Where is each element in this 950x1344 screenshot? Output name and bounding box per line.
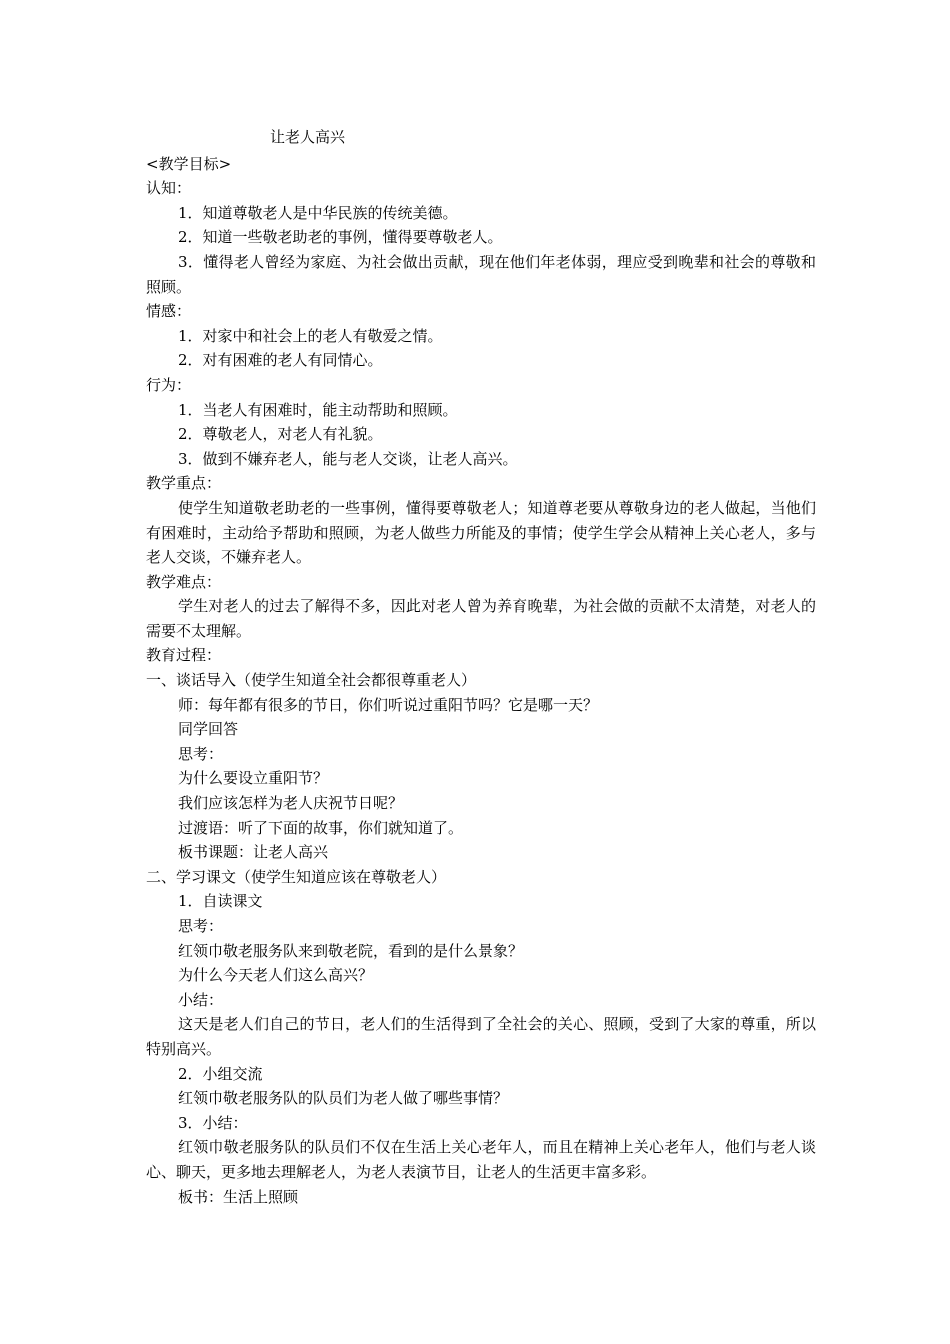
paragraph: 这天是老人们自己的节日，老人们的生活得到了全社会的关心、照顾，受到了大家的尊重，所以特别高兴。 (146, 1015, 816, 1058)
indented-line: 过渡语：听了下面的故事，你们就知道了。 (178, 818, 464, 837)
indented-line: 2．尊敬老人，对老人有礼貌。 (178, 425, 383, 444)
indented-line: 我们应该怎样为老人庆祝节日呢？ (178, 794, 404, 813)
heading-line: <教学目标> (146, 154, 232, 173)
document-content (146, 152, 816, 1210)
indented-line: 1．当老人有困难时，能主动帮助和照顾。 (178, 400, 458, 419)
indented-line: 板书课题：让老人高兴 (178, 843, 329, 862)
document-body (146, 125, 816, 1209)
indented-line: 师：每年都有很多的节日，你们听说过重阳节吗？它是哪一天？ (178, 695, 599, 714)
indented-line: 同学回答 (178, 720, 239, 739)
heading-line: 行为： (146, 375, 192, 394)
indented-line: 1．自读课文 (178, 892, 263, 911)
heading-line: 教育过程： (146, 646, 222, 665)
indented-line: 2．小组交流 (178, 1064, 263, 1083)
indented-line: 3．做到不嫌弃老人，能与老人交谈，让老人高兴。 (178, 449, 518, 468)
indented-line: 1．对家中和社会上的老人有敬爱之情。 (178, 326, 443, 345)
indented-line: 思考： (178, 744, 224, 763)
heading-line: 情感： (146, 302, 192, 321)
heading-line: 教学重点： (146, 474, 222, 493)
indented-line: 2．知道一些敬老助老的事例，懂得要尊敬老人。 (178, 228, 503, 247)
indented-line: 小结： (178, 990, 224, 1009)
indented-line: 为什么要设立重阳节？ (178, 769, 329, 788)
indented-line: 红领巾敬老服务队来到敬老院，看到的是什么景象？ (178, 941, 524, 960)
indented-line: 3．小结： (178, 1113, 248, 1132)
paragraph: 3．懂得老人曾经为家庭、为社会做出贡献，现在他们年老体弱，理应受到晚辈和社会的尊敬和照顾。 (146, 252, 816, 296)
paragraph: 学生对老人的过去了解得不多，因此对老人曾为养育晚辈，为社会做的贡献不太清楚，对老人的需要不太理解。 (146, 597, 816, 640)
indented-line: 板书：生活上照顾 (178, 1187, 299, 1206)
indented-line: 为什么今天老人们这么高兴？ (178, 966, 374, 985)
heading-line: 一、谈话导入（使学生知道全社会都很尊重老人） (146, 671, 477, 690)
paragraph: 使学生知道敬老助老的一些事例，懂得要尊敬老人；知道尊老要从尊敬身边的老人做起，当他们有困难时，主动给予帮助和照顾，为老人做些力所能及的事情；使学生学会从精神上关心老人，多与老人交谈，不嫌弃老人。 (146, 498, 816, 567)
heading-line: 二、学习课文（使学生知道应该在尊敬老人） (146, 867, 447, 886)
heading-line: 认知： (146, 179, 192, 198)
indented-line: 2．对有困难的老人有同情心。 (178, 351, 383, 370)
heading-line: 教学难点： (146, 572, 222, 591)
indented-line: 思考： (178, 917, 224, 935)
indented-line: 1．知道尊敬老人是中华民族的传统美德。 (178, 203, 458, 222)
paragraph: 红领巾敬老服务队的队员们不仅在生活上关心老年人，而且在精神上关心老年人，他们与老人谈心、聊天，更多地去理解老人，为老人表演节目，让老人的生活更丰富多彩。 (146, 1138, 816, 1181)
indented-line: 红领巾敬老服务队的队员们为老人做了哪些事情？ (178, 1089, 509, 1108)
document-title: 让老人高兴 (270, 128, 346, 146)
